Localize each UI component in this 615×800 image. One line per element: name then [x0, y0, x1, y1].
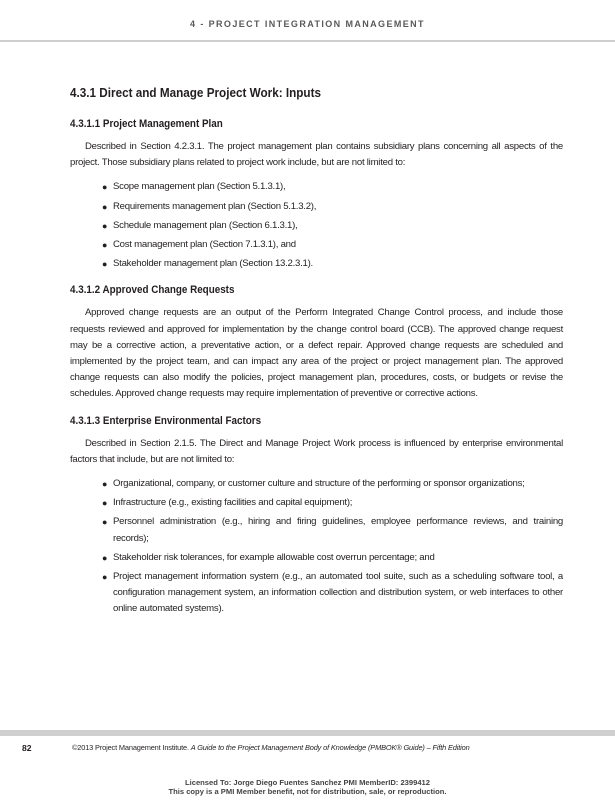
subsection-title: 4.3.1.1 Project Management Plan	[70, 118, 223, 130]
section-title: 4.3.1 Direct and Manage Project Work: Inputs	[70, 86, 322, 100]
footer-divider	[0, 730, 615, 736]
bullet-icon: ●	[102, 479, 108, 490]
list-item-text: Requirements management plan (Section 5.1.3.2),	[113, 200, 317, 212]
bullet-list	[70, 179, 563, 272]
list-item-text: Organizational, company, or customer culture and structure of the performing or sponsor organizations;	[113, 478, 525, 490]
page-header	[0, 0, 615, 41]
license-line-2: This copy is a PMI Member benefit, not for distribution, sale, or reproduction.	[168, 786, 447, 796]
bullet-icon: ●	[102, 517, 108, 528]
list-item-text: Personnel administration (e.g., hiring and firing guidelines, employee performance reviews, and training records);	[113, 516, 563, 544]
list-item	[70, 199, 563, 215]
list-item-text: Schedule management plan (Section 6.1.3.1),	[113, 219, 298, 231]
running-header-title: 4 - PROJECT INTEGRATION MANAGEMENT	[190, 19, 425, 29]
copyright-prefix: ©2013 Project Management Institute.	[72, 743, 191, 752]
license-line-1: Licensed To: Jorge Diego Fuentes Sanchez PMI MemberID: 2399412	[184, 778, 431, 787]
bullet-icon: ●	[102, 182, 108, 193]
list-item	[70, 495, 563, 511]
list-item-text: Stakeholder management plan (Section 13.2.3.1).	[113, 258, 313, 270]
list-item	[70, 179, 563, 195]
bullet-icon: ●	[102, 259, 108, 270]
copyright-line	[72, 743, 470, 752]
bullet-icon: ●	[102, 572, 108, 583]
list-item	[70, 550, 563, 566]
list-item	[70, 514, 563, 546]
subsection-title: 4.3.1.2 Approved Change Requests	[70, 284, 235, 297]
subsection-title: 4.3.1.3 Enterprise Environmental Factors	[70, 414, 262, 427]
subsection-project-management-plan	[70, 118, 563, 272]
list-item-text: Infrastructure (e.g., existing facilities and capital equipment);	[113, 497, 353, 509]
body-paragraph: Described in Section 4.2.3.1. The project management plan contains subsidiary plans concerning all aspects of the project. Those subsidiary plans related to project work include, but are not limited to:	[70, 141, 563, 169]
bullet-icon: ●	[102, 240, 108, 251]
list-item	[70, 218, 563, 234]
bullet-icon: ●	[102, 201, 108, 212]
body-paragraph: Approved change requests are an output of the Perform Integrated Change Control process, and include those requests reviewed and approved for implementation by the change control board (CCB). The approved change request may be a corrective action, a preventative action, or a defect repair. Approved change requests are scheduled and implemented by the project team, and can impact any area of the project or project management plan. The approved change requests can also modify the policies, project management plan, procedures, costs, or budgets or revise the schedules. Approved change requests may require implementation of preventive or corrective actions.	[70, 307, 563, 400]
list-item	[70, 476, 563, 492]
header-divider	[0, 40, 615, 42]
subsection-enterprise-environmental-factors	[70, 415, 563, 618]
bullet-icon: ●	[102, 498, 108, 509]
page-number: 82	[22, 743, 32, 753]
bullet-icon: ●	[102, 552, 108, 563]
list-item-text: Project management information system (e.g., an automated tool suite, such as a scheduling software tool, a configuration management system, an information collection and distribution system, or web interfaces to other online automated systems).	[113, 571, 563, 615]
bullet-list	[70, 476, 563, 618]
page-content	[70, 86, 563, 621]
bullet-icon: ●	[102, 220, 108, 231]
list-item	[70, 237, 563, 253]
subsection-approved-change-requests	[70, 284, 563, 402]
list-item	[70, 256, 563, 272]
list-item-text: Cost management plan (Section 7.1.3.1), and	[113, 239, 296, 251]
list-item-text: Stakeholder risk tolerances, for example allowable cost overrun percentage; and	[113, 551, 435, 563]
book-title: A Guide to the Project Management Body of Knowledge (PMBOK® Guide) – Fifth Edition	[190, 743, 470, 752]
body-paragraph: Described in Section 2.1.5. The Direct and Manage Project Work process is influenced by enterprise environmental factors that include, but are not limited to:	[70, 437, 563, 465]
list-item	[70, 569, 563, 618]
license-notice	[0, 779, 615, 796]
list-item-text: Scope management plan (Section 5.1.3.1),	[113, 181, 286, 193]
